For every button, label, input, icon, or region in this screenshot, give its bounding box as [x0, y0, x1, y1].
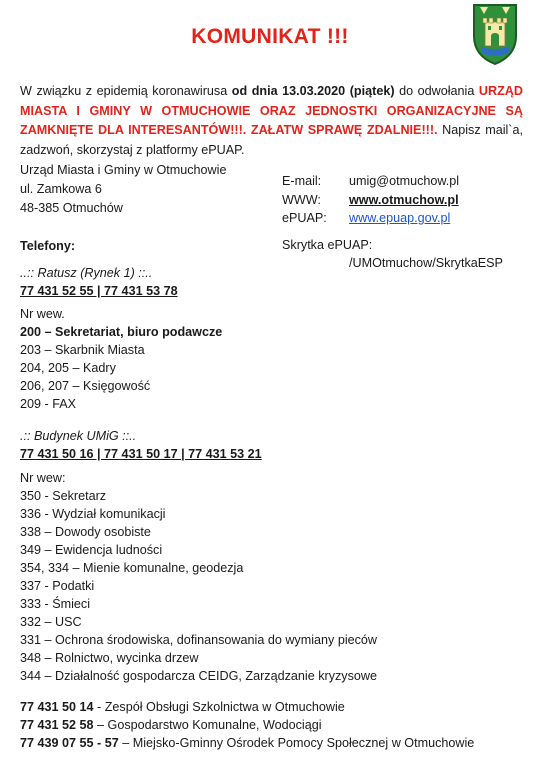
- unit-line: [20, 716, 322, 734]
- budynek-ext-item: 333 - Śmieci: [20, 597, 90, 611]
- budynek-ext-item: 338 – Dowody osobiste: [20, 525, 151, 539]
- unit-name: – Gospodarstwo Komunalne, Wodociągi: [93, 718, 322, 732]
- coat-of-arms-icon: [471, 2, 519, 66]
- intro-date: od dnia 13.03.2020 (piątek): [231, 84, 395, 98]
- email-value[interactable]: umig@otmuchow.pl: [349, 174, 460, 188]
- unit-phone[interactable]: 77 439 07 55 - 57: [20, 736, 119, 750]
- budynek-ext-label: Nr wew:: [20, 471, 66, 485]
- ratusz-ext-item: 203 – Skarbnik Miasta: [20, 343, 145, 357]
- intro-text-3: Napisz mail`a, zadzwoń, skorzystaj z platformy ePUAP.: [20, 123, 524, 157]
- skrytka-label: Skrytka ePUAP:: [282, 238, 373, 252]
- budynek-ext-item: 348 – Rolnictwo, wycinka drzew: [20, 651, 199, 665]
- budynek-ext-item: 332 – USC: [20, 615, 82, 629]
- ratusz-ext-label: Nr wew.: [20, 307, 65, 321]
- address-line-3: 48-385 Otmuchów: [20, 201, 123, 215]
- skrytka-value: /UMOtmuchow/SkrytkaESP: [349, 256, 503, 270]
- ratusz-phone-numbers[interactable]: 77 431 52 55 | 77 431 53 78: [20, 284, 178, 298]
- unit-line: [20, 698, 345, 716]
- www-link[interactable]: www.otmuchow.pl: [349, 193, 459, 207]
- epuap-link[interactable]: www.epuap.gov.pl: [349, 211, 451, 225]
- address-line-1: Urząd Miasta i Gminy w Otmuchowie: [20, 163, 227, 177]
- intro-text: W związku z epidemią koronawirusa: [20, 84, 232, 98]
- budynek-ext-item: 336 - Wydział komunikacji: [20, 507, 166, 521]
- budynek-ext-item: 344 – Działalność gospodarcza CEIDG, Zarządzanie kryzysowe: [20, 669, 377, 683]
- budynek-ext-item: 350 - Sekretarz: [20, 489, 107, 503]
- epuap-label: ePUAP:: [282, 211, 327, 225]
- budynek-phone-numbers[interactable]: 77 431 50 16 | 77 431 50 17 | 77 431 53 21: [20, 447, 262, 461]
- intro-warning: URZĄD MIASTA I GMINY W OTMUCHOWIE ORAZ JEDNOSTKI ORGANIZACYJNE SĄ ZAMKNIĘTE DLA INTERESANTÓW!!!. ZAŁATW SPRAWĘ ZDALNIE!!!.: [20, 84, 523, 137]
- ratusz-heading: ..:: Ratusz (Rynek 1) ::..: [20, 266, 153, 280]
- www-label: WWW:: [282, 193, 321, 207]
- email-label: E-mail:: [282, 174, 322, 188]
- ratusz-ext-item: 200 – Sekretariat, biuro podawcze: [20, 325, 223, 339]
- unit-name: - Zespół Obsługi Szkolnictwa w Otmuchowie: [93, 700, 345, 714]
- budynek-ext-item: 354, 334 – Mienie komunalne, geodezja: [20, 561, 244, 575]
- unit-phone[interactable]: 77 431 50 14: [20, 700, 94, 714]
- unit-name: – Miejsko-Gminny Ośrodek Pomocy Społecznej w Otmuchowie: [118, 736, 475, 750]
- ratusz-ext-item: 204, 205 – Kadry: [20, 361, 116, 375]
- budynek-ext-item: 337 - Podatki: [20, 579, 95, 593]
- unit-phone[interactable]: 77 431 52 58: [20, 718, 94, 732]
- intro-text-2: do odwołania: [394, 84, 479, 98]
- unit-line: [20, 734, 474, 752]
- address-line-2: ul. Zamkowa 6: [20, 182, 102, 196]
- intro-paragraph: [20, 82, 523, 160]
- phones-heading: Telefony:: [20, 239, 76, 253]
- ratusz-ext-item: 206, 207 – Księgowość: [20, 379, 151, 393]
- budynek-ext-item: 331 – Ochrona środowiska, dofinansowania do wymiany pieców: [20, 633, 378, 647]
- ratusz-ext-item: 209 - FAX: [20, 397, 77, 411]
- budynek-heading: .:: Budynek UMiG ::..: [20, 429, 137, 443]
- budynek-ext-item: 349 – Ewidencja ludności: [20, 543, 163, 557]
- page-title: KOMUNIKAT !!!: [191, 25, 349, 48]
